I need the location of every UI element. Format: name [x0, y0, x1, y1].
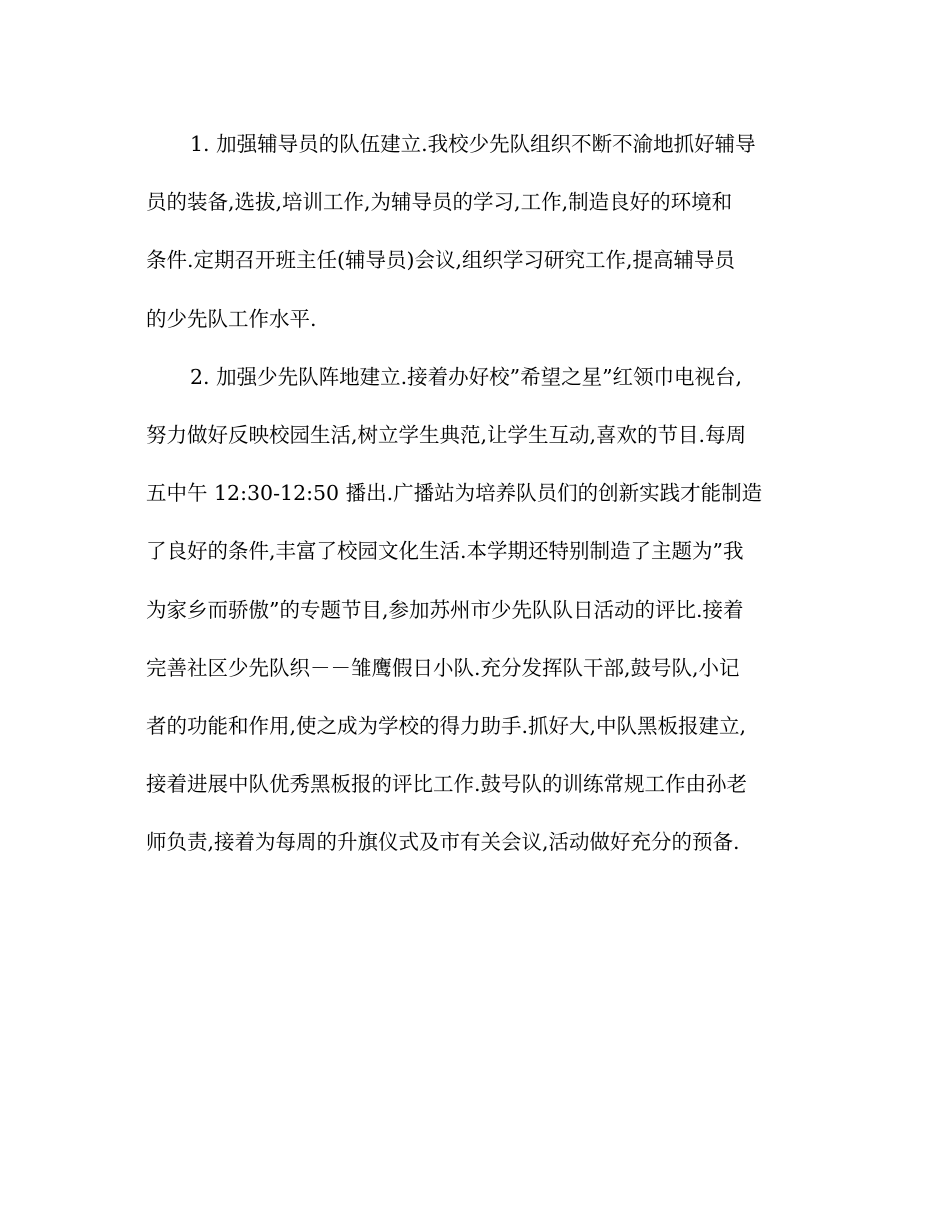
text-line: 了良好的条件,丰富了校园文化生活.本学期还特别制造了主题为”我 — [146, 539, 744, 564]
text-line: 接着进展中队优秀黑板报的评比工作.鼓号队的训练常规工作由孙老 — [146, 772, 748, 797]
text-line: 者的功能和作用,使之成为学校的得力助手.抓好大,中队黑板报建立, — [146, 713, 747, 738]
text-line: 师负责,接着为每周的升旗仪式及市有关会议,活动做好充分的预备. — [146, 830, 740, 855]
paragraph-2 — [146, 354, 818, 878]
text-line: 五中午 12:30-12:50 播出.广播站为培养队员们的创新实践才能制造 — [146, 481, 763, 506]
text-line: 员的装备,选拔,培训工作,为辅导员的学习,工作,制造良好的环境和 — [146, 190, 733, 215]
text-line: 2. 加强少先队阵地建立.接着办好校”希望之星”红领巾电视台, — [190, 364, 743, 389]
paragraph-1 — [146, 121, 818, 354]
text-line: 1. 加强辅导员的队伍建立.我校少先队组织不断不渝地抓好辅导 — [190, 132, 756, 156]
text-line: 努力做好反映校园生活,树立学生典范,让学生互动,喜欢的节目.每周 — [146, 422, 747, 447]
text-line: 为家乡而骄傲”的专题节目,参加苏州市少先队队日活动的评比.接着 — [146, 597, 744, 622]
document-body — [146, 121, 818, 877]
text-line: 完善社区少先队织－－雏鹰假日小队.充分发挥队干部,鼓号队,小记 — [146, 655, 740, 680]
text-line: 的少先队工作水平. — [146, 306, 317, 331]
text-line: 条件.定期召开班主任(辅导员)会议,组织学习研究工作,提高辅导员 — [146, 248, 736, 273]
